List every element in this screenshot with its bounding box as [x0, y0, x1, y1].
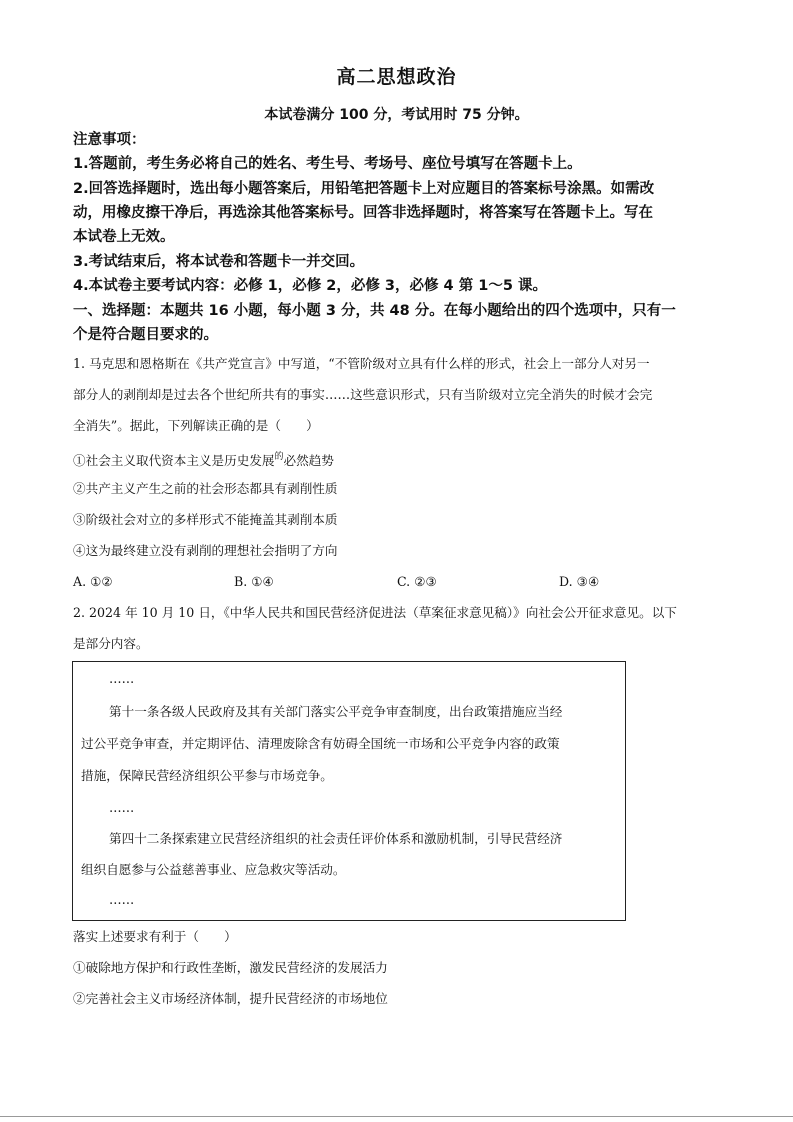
- q1-stem-line-1: 1. 马克思和恩格斯在《共产党宣言》中写道，“不管阶级对立具有什么样的形式，社会上一部分人对另一: [73, 356, 650, 371]
- excerpt-ellipsis-3: ……: [109, 892, 135, 907]
- q1-statement-1: [73, 447, 334, 471]
- exam-info: 本试卷满分 100 分，考试用时 75 分钟。: [264, 107, 529, 123]
- q1-option-c: C. ②③: [397, 574, 437, 589]
- excerpt-ellipsis-1: ……: [109, 671, 135, 686]
- page-bottom-rule: [0, 1116, 793, 1117]
- page-title: 高二思想政治: [336, 66, 457, 88]
- q1-option-b: B. ①④: [234, 574, 274, 589]
- q2-statement-1: ①破除地方保护和行政性垄断，激发民营经济的发展活力: [73, 960, 388, 975]
- article-11-line-2: 过公平竞争审查，并定期评估、清理废除含有妨碍全国统一市场和公平竞争内容的政策: [81, 736, 560, 751]
- q1-statement-2: ②共产主义产生之前的社会形态都具有剥削性质: [73, 481, 338, 496]
- law-excerpt-box: [72, 661, 626, 921]
- notes-heading: 注意事项：: [73, 132, 146, 148]
- q2-stem-line-2: 是部分内容。: [73, 636, 149, 651]
- article-42-line-1: 第四十二条探索建立民营经济组织的社会责任评价体系和激励机制，引导民营经济: [109, 831, 563, 846]
- q1-statement-3: ③阶级社会对立的多样形式不能掩盖其剥削本质: [73, 512, 338, 527]
- q2-statement-2: ②完善社会主义市场经济体制，提升民营经济的市场地位: [73, 991, 388, 1006]
- note-2-line-2: 动，用橡皮擦干净后，再选涂其他答案标号。回答非选择题时，将答案写在答题卡上。写在: [73, 205, 653, 221]
- note-4: 4.本试卷主要考试内容：必修 1，必修 2，必修 3，必修 4 第 1～5 课。: [73, 278, 547, 294]
- q1-option-a: A. ①②: [73, 574, 113, 589]
- section-1-heading-line-2: 个是符合题目要求的。: [73, 327, 218, 343]
- article-11-line-1: 第十一条各级人民政府及其有关部门落实公平竞争审查制度，出台政策措施应当经: [109, 704, 563, 719]
- article-11-line-3: 措施，保障民营经济组织公平参与市场竞争。: [81, 768, 333, 783]
- q1-statement-4: ④这为最终建立没有剥削的理想社会指明了方向: [73, 543, 338, 558]
- q2-stem-line-1: 2. 2024 年 10 月 10 日，《中华人民共和国民营经济促进法（草案征求意见稿）》向社会公开征求意见。以下: [73, 605, 677, 620]
- note-3: 3.考试结束后，将本试卷和答题卡一并交回。: [73, 254, 365, 270]
- q2-question: 落实上述要求有利于（ ）: [73, 929, 237, 944]
- q1-statement-1-end: 必然趋势: [283, 453, 334, 468]
- excerpt-ellipsis-2: ……: [109, 800, 135, 815]
- q1-stem-line-3: 全消失”。据此，下列解读正确的是（ ）: [73, 418, 319, 433]
- note-2-line-1: 2.回答选择题时，选出每小题答案后，用铅笔把答题卡上对应题目的答案标号涂黑。如需改: [73, 181, 655, 197]
- q1-stem-line-2: 部分人的剥削却是过去各个世纪所共有的事实……这些意识形式，只有当阶级对立完全消失的时候才会完: [73, 387, 653, 402]
- q1-statement-1-text: ①社会主义取代资本主义是历史发展: [73, 453, 275, 468]
- q1-option-d: D. ③④: [559, 574, 600, 589]
- article-42-line-2: 组织自愿参与公益慈善事业、应急救灾等活动。: [81, 862, 346, 877]
- section-1-heading-line-1: 一、选择题：本题共 16 小题，每小题 3 分，共 48 分。在每小题给出的四个选项中，只有一: [73, 303, 676, 319]
- note-1: 1.答题前，考生务必将自己的姓名、考生号、考场号、座位号填写在答题卡上。: [73, 156, 582, 172]
- q1-statement-1-mark: 的: [274, 452, 284, 462]
- note-2-line-3: 本试卷上无效。: [73, 229, 175, 245]
